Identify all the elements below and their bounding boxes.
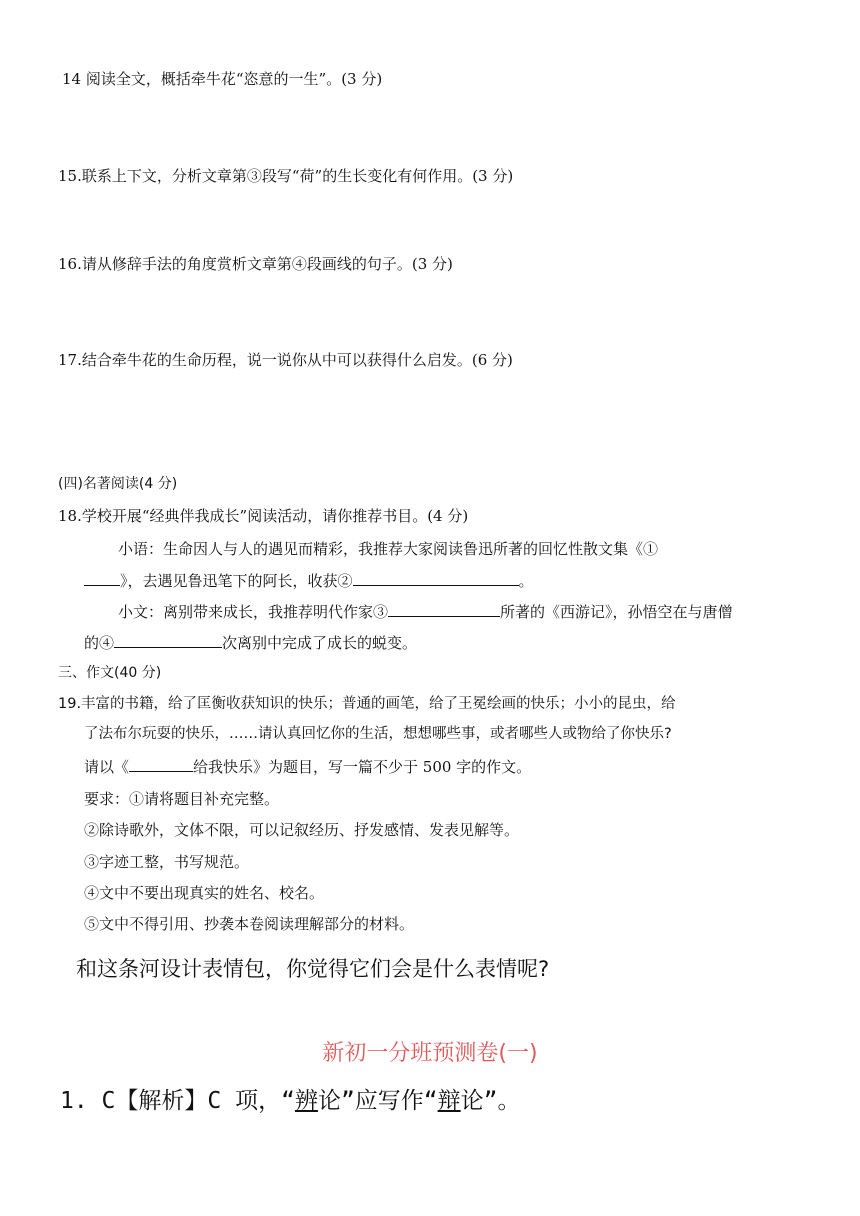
xiaowen-text-a1: 小文：离别带来成长，我推荐明代作家③ — [118, 603, 389, 621]
title-blank[interactable] — [129, 757, 193, 772]
question-19-line-3 — [84, 757, 531, 777]
answer-1-prefix: 1. C【解析】C 项，“ — [60, 1088, 295, 1114]
requirement-2: ②除诗歌外，文体不限，可以记叙经历、抒发感情、发表见解等。 — [84, 821, 520, 839]
question-17: 17.结合牵牛花的生命历程，说一说你从中可以获得什么启发。(6 分) — [58, 351, 513, 369]
requirement-1: 要求：①请将题目补充完整。 — [84, 790, 280, 808]
answer-title: 新初一分班预测卷(一) — [322, 1041, 538, 1066]
q19-text-3b: 给我快乐》为题目，写一篇不少于 500 字的作文。 — [193, 758, 532, 776]
xiaowen-text-b1: 的④ — [84, 634, 115, 652]
xiaowen-text-a2: 所著的《西游记》，孙悟空在与唐僧 — [500, 603, 733, 621]
xiaowen-text-b2: 次离别中完成了成长的蜕变。 — [222, 634, 418, 652]
question-14: 14 阅读全文，概括牵牛花“恣意的一生”。(3 分) — [62, 70, 383, 88]
answer-1-mid: 论”应写作“ — [317, 1088, 438, 1114]
blank-4[interactable] — [114, 633, 222, 648]
requirement-3: ③字迹工整，书写规范。 — [84, 853, 250, 871]
answer-1-right-char: 辩 — [437, 1088, 461, 1114]
section-4-heading: (四)名著阅读(4 分) — [58, 476, 178, 492]
requirement-4: ④文中不要出现真实的姓名、校名。 — [84, 884, 325, 902]
xiaoyu-line-1: 小语：生命因人与人的遇见而精彩，我推荐大家阅读鲁迅所著的回忆性散文集《① — [118, 540, 659, 558]
blank-2[interactable] — [353, 571, 519, 586]
question-18: 18.学校开展“经典伴我成长”阅读活动，请你推荐书目。(4 分) — [58, 507, 469, 525]
question-16: 16.请从修辞手法的角度赏析文章第④段画线的句子。(3 分) — [58, 255, 453, 273]
blank-3[interactable] — [388, 602, 500, 617]
blank-1[interactable] — [84, 571, 120, 586]
question-15: 15.联系上下文，分析文章第③段写“荷”的生长变化有何作用。(3 分) — [58, 167, 514, 185]
answer-1-wrong-char: 辨 — [294, 1088, 318, 1114]
xiaoyu-line-2 — [84, 571, 534, 591]
xiaowen-line-1 — [118, 602, 733, 622]
xiaowen-line-2 — [84, 633, 417, 653]
answer-1 — [60, 1086, 521, 1116]
requirement-5: ⑤文中不得引用、抄袭本卷阅读理解部分的材料。 — [84, 915, 415, 933]
section-3-heading: 三、作文(40 分) — [58, 665, 162, 681]
answer-1-end: 论”。 — [460, 1088, 521, 1114]
question-19-line-2: 了法布尔玩耍的快乐，……请认真回忆你的生活，想想哪些事，或者哪些人或物给了你快乐? — [84, 726, 672, 742]
extra-line: 和这条河设计表情包，你觉得它们会是什么表情呢? — [76, 957, 550, 981]
q19-text-3a: 请以《 — [84, 758, 130, 776]
question-19-line-1: 19.丰富的书籍，给了匡衡收获知识的快乐；普通的画笔，给了王冕绘画的快乐；小小的昆虫，给 — [58, 696, 676, 712]
xiaoyu-text-b2: 。 — [518, 572, 534, 590]
xiaoyu-text-b1: 》，去遇见鲁迅笔下的阿长，收获② — [120, 572, 353, 590]
